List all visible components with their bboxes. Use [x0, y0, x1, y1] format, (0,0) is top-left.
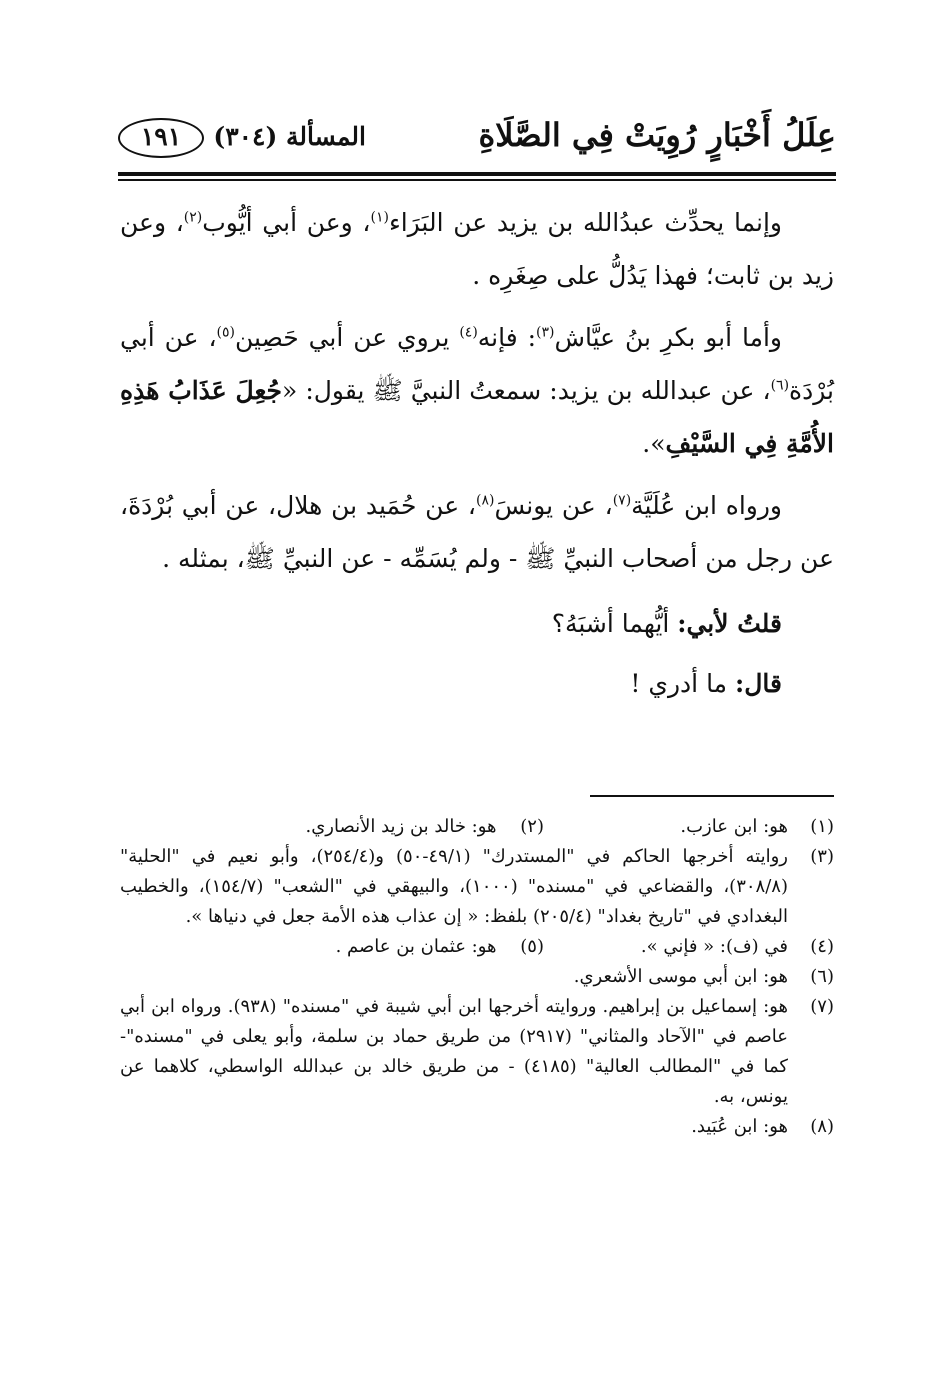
footnote-ref-2[interactable]: (٢) — [183, 209, 203, 226]
header-rule-thick — [118, 172, 836, 176]
footnote-row-1-2 — [120, 812, 834, 842]
footnote-row-4-5 — [120, 932, 834, 962]
footnote-number: (٥) — [520, 936, 544, 957]
footnote-text: هو: ابن عُبَيد. — [691, 1116, 788, 1137]
text-run: ، عن عبدالله بن يزيد: سمعتُ النبيَّ ﷺ يقول: « — [281, 376, 771, 405]
footnote-text: هو: ابن أبي موسى الأشعري. — [573, 966, 788, 987]
text-run: وإنما يحدِّث عبدُالله بن يزيد عن البَرَاء — [388, 208, 782, 237]
text-run: ، وعن زيد بن ثابت؛ فهذا يَدُلُّ على صِغَرِه . — [120, 208, 834, 290]
paragraph-3 — [120, 479, 834, 585]
answer-text: ما أدري ! — [630, 669, 736, 698]
footnote-number: (١) — [810, 816, 834, 837]
answer-label: قال: — [735, 669, 782, 698]
page-number: ١٩١ — [118, 118, 204, 158]
footnote-number: (٤) — [810, 936, 834, 957]
footnote-8 — [120, 1112, 834, 1142]
footnote-ref-3[interactable]: (٣) — [536, 324, 555, 341]
question-label: قلتُ لأبي: — [677, 609, 782, 638]
footnote-number: (٣) — [810, 846, 834, 867]
text-run: ». — [642, 429, 666, 458]
footnote-7 — [120, 992, 834, 1112]
text-run: ، وعن أبي أيُّوب — [202, 208, 371, 237]
footnote-text: هو: إسماعيل بن إبراهيم. وروايته أخرجها ابن أبي شيبة في "مسنده" (٩٣٨). ورواه ابن أبي عاصم في "الآحاد والمثاني" (٢٩١٧) من طريق حماد بن سلمة، وأبو يعلى في "مسنده"- كما في "المطالب العالية" (٤١٨٥) - من طريق خالد بن عبدالله الواسطي، كلاهما عن يونس، به. — [120, 996, 788, 1107]
hadith-quote: جُعِلَ عَذَابُ هَذِهِ الأُمَّةِ فِي السَّيْفِ — [120, 376, 834, 458]
paragraph-1 — [120, 196, 834, 302]
answer-line — [120, 654, 834, 714]
footnote-3 — [120, 842, 834, 932]
footnote-text: روايته أخرجها الحاكم في "المستدرك" (٤٩/١-٥٠) و(٢٥٤/٤)، وأبو نعيم في "الحلية" (٣٠٨/٨)، والقضاعي في "مسنده" (١٠٠٠)، والبيهقي في "الشعب" (١٥٤/٧)، والخطيب البغدادي في "تاريخ بغداد" (٢٠٥/٤) بلفظ: « إن عذاب هذه الأمة جعل في دنياها ». — [120, 846, 788, 927]
footnote-ref-1[interactable]: (١) — [370, 209, 389, 226]
main-text — [120, 196, 834, 714]
paragraph-2 — [120, 311, 834, 470]
footnote-number: (٢) — [520, 816, 544, 837]
text-run: يروي عن أبي حَصِين — [235, 323, 460, 352]
footnote-6 — [120, 962, 834, 992]
question-line — [120, 594, 834, 654]
footnote-text: هو: ابن عازب. — [680, 816, 788, 837]
footnote-number: (٧) — [810, 996, 834, 1017]
footnote-text: في (ف): « فإني ». — [640, 936, 788, 957]
text-run: ، عن أبي بُرْدَة — [120, 323, 835, 405]
page-header — [118, 108, 836, 168]
footnote-2 — [306, 812, 545, 842]
text-run: ورواه ابن عُلَيَّة — [631, 491, 783, 520]
text-run: : فإنه — [477, 323, 537, 352]
running-title: عِلَلُ أَخْبَارٍ رُوِيَتْ فِي الصَّلَاةِ — [478, 116, 836, 154]
footnote-ref-6[interactable]: (٦) — [770, 377, 790, 394]
footnote-ref-4[interactable]: (٤) — [459, 324, 478, 341]
footnote-5 — [336, 932, 544, 962]
footnote-text: هو: خالد بن زيد الأنصاري. — [305, 816, 497, 837]
header-rule-thin — [118, 179, 836, 181]
footnote-ref-8[interactable]: (٨) — [475, 492, 495, 509]
text-run: ، عن يونسَ — [494, 491, 613, 520]
footnote-separator — [590, 795, 834, 797]
footnote-ref-5[interactable]: (٥) — [216, 324, 235, 341]
issue-label: المسألة (٣٠٤) — [213, 122, 366, 151]
footnote-text: هو: عثمان بن عاصم . — [335, 936, 497, 957]
footnote-number: (٨) — [810, 1116, 834, 1137]
footnote-1 — [680, 812, 834, 842]
text-run: وأما أبو بكرِ بنُ عيَّاش — [554, 323, 782, 352]
footnote-number: (٦) — [810, 966, 834, 987]
question-text: أيُّهما أشبَهُ؟ — [551, 609, 678, 638]
text-run: ، عن حُمَيد بن هلال، عن أبي بُرْدَةَ، عن رجل من أصحاب النبيِّ ﷺ - ولم يُسَمِّه - عن النبيِّ ﷺ، بمثله . — [120, 491, 834, 573]
footnote-ref-7[interactable]: (٧) — [612, 492, 632, 509]
footnotes — [120, 812, 834, 1142]
footnote-4 — [641, 932, 834, 962]
